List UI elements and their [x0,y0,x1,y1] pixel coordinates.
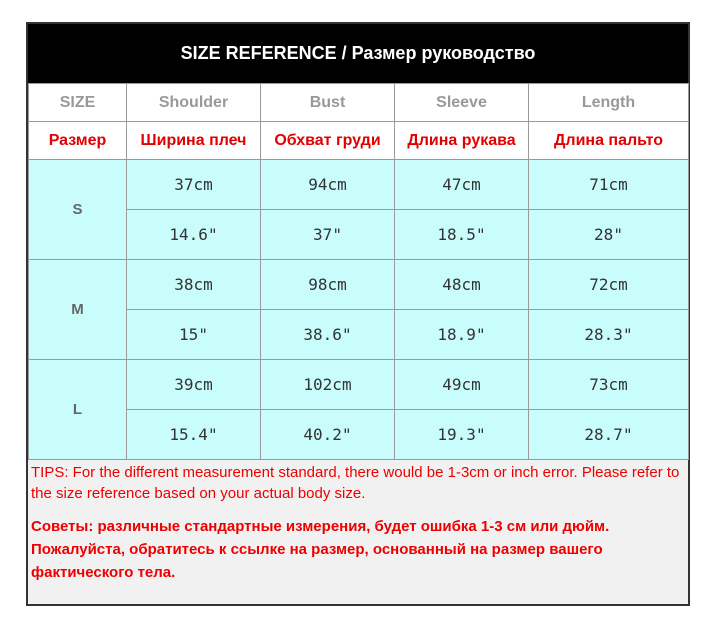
cell-shoulder-inch: 15.4" [127,410,261,460]
cell-sleeve-cm: 48cm [395,260,529,310]
size-table [28,83,689,460]
cell-length-cm: 71cm [529,160,689,210]
cell-bust-cm: 98cm [261,260,395,310]
cell-length-cm: 73cm [529,360,689,410]
cell-shoulder-cm: 37cm [127,160,261,210]
cell-sleeve-cm: 49cm [395,360,529,410]
cell-sleeve-cm: 47cm [395,160,529,210]
header-length: Length [529,84,689,122]
tips-box [28,460,688,604]
size-label-m: M [29,260,127,360]
table-row [29,360,689,410]
cell-bust-cm: 102cm [261,360,395,410]
table-row [29,160,689,210]
table-row [29,260,689,310]
cell-bust-cm: 94cm [261,160,395,210]
tips-english: TIPS: For the different measurement standard, there would be 1-3cm or inch error. Please refer to the size reference based on your actual body size. [31,464,680,502]
table-row [29,210,689,260]
header-bust-ru: Обхват груди [261,122,395,160]
header-size: SIZE [29,84,127,122]
cell-length-inch: 28.7" [529,410,689,460]
header-length-ru: Длина пальто [529,122,689,160]
table-row [29,410,689,460]
cell-length-inch: 28.3" [529,310,689,360]
size-chart [26,22,690,606]
header-row-russian [29,122,689,160]
cell-shoulder-inch: 14.6" [127,210,261,260]
header-sleeve-ru: Длина рукава [395,122,529,160]
cell-length-cm: 72cm [529,260,689,310]
cell-sleeve-inch: 19.3" [395,410,529,460]
header-sleeve: Sleeve [395,84,529,122]
header-size-ru: Размер [29,122,127,160]
cell-shoulder-cm: 38cm [127,260,261,310]
tips-russian: Советы: различные стандартные измерения, будет ошибка 1-3 см или дюйм. Пожалуйста, обратитесь к ссылке на размер, основанный на размер вашего фактического тела. [31,518,610,581]
size-label-s: S [29,160,127,260]
cell-shoulder-cm: 39cm [127,360,261,410]
cell-sleeve-inch: 18.9" [395,310,529,360]
size-label-l: L [29,360,127,460]
cell-bust-inch: 40.2" [261,410,395,460]
cell-sleeve-inch: 18.5" [395,210,529,260]
table-row [29,310,689,360]
cell-bust-inch: 38.6" [261,310,395,360]
header-shoulder: Shoulder [127,84,261,122]
chart-title: SIZE REFERENCE / Размер руководство [28,24,688,83]
cell-length-inch: 28" [529,210,689,260]
cell-shoulder-inch: 15" [127,310,261,360]
cell-bust-inch: 37" [261,210,395,260]
header-row-english [29,84,689,122]
header-bust: Bust [261,84,395,122]
header-shoulder-ru: Ширина плеч [127,122,261,160]
